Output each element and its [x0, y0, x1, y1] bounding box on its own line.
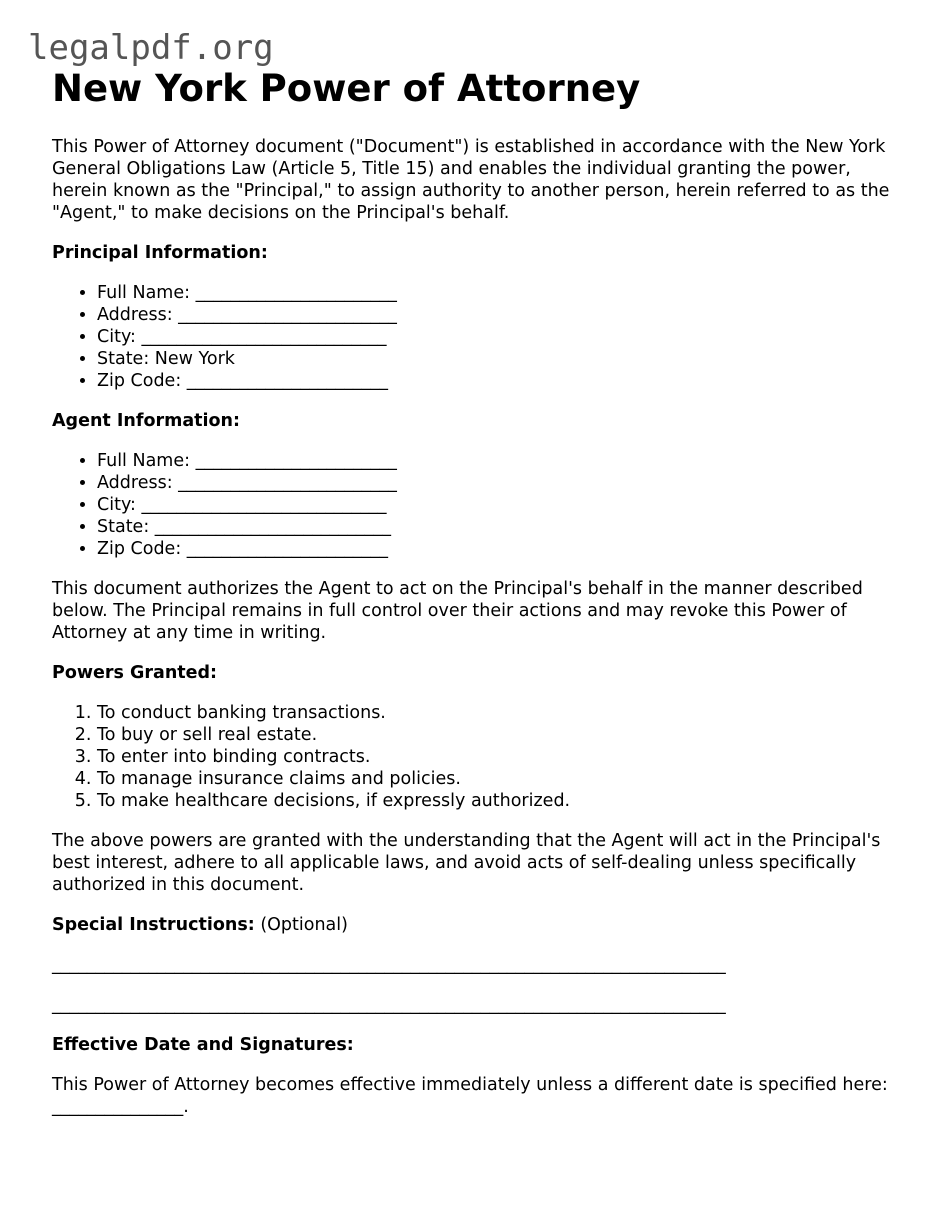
document-body — [52, 66, 892, 1136]
agent-heading-label: Agent Information: — [52, 411, 240, 431]
powers-list — [52, 702, 892, 812]
agent-zip-field: • Zip Code: _______________________ — [97, 538, 892, 560]
power-item: 4. To manage insurance claims and policies. — [97, 768, 892, 790]
effective-heading-label: Effective Date and Signatures: — [52, 1035, 354, 1055]
agent-address-field: • Address: _________________________ — [97, 472, 892, 494]
principal-heading — [52, 242, 892, 264]
agent-field-list — [52, 450, 892, 560]
powers-heading-label: Powers Granted: — [52, 663, 218, 683]
agent-full-name-field: • Full Name: _______________________ — [97, 450, 892, 472]
principal-zip-field: • Zip Code: _______________________ — [97, 370, 892, 392]
agent-city-field: • City: ____________________________ — [97, 494, 892, 516]
special-instructions-line-2: _____________________________________________________________________________ — [52, 995, 726, 1015]
principal-full-name-field: • Full Name: _______________________ — [97, 282, 892, 304]
watermark-logo: legalpdf.org — [28, 28, 274, 68]
principal-state-field: • State: New York — [97, 348, 892, 370]
powers-note-paragraph: The above powers are granted with the understanding that the Agent will act in the Principal's best interest, adhere to all applicable laws, and avoid acts of self-dealing unless specifically authorized in this document. — [52, 831, 881, 895]
principal-city-field: • City: ____________________________ — [97, 326, 892, 348]
principal-field-list — [52, 282, 892, 392]
principal-address-field: • Address: _________________________ — [97, 304, 892, 326]
power-item: 1. To conduct banking transactions. — [97, 702, 892, 724]
agent-heading — [52, 410, 892, 432]
document-title: New York Power of Attorney — [52, 67, 641, 110]
special-instructions-line-1: _____________________________________________________________________________ — [52, 955, 726, 975]
special-instructions-optional-note: (Optional) — [254, 915, 348, 935]
power-item: 2. To buy or sell real estate. — [97, 724, 892, 746]
power-item: 3. To enter into binding contracts. — [97, 746, 892, 768]
effective-heading — [52, 1034, 892, 1056]
power-item: 5. To make healthcare decisions, if expressly authorized. — [97, 790, 892, 812]
special-instructions-heading — [52, 914, 892, 936]
authorization-paragraph: This document authorizes the Agent to act on the Principal's behalf in the manner described below. The Principal remains in full control over their actions and may revoke this Power of Attorney at any time in writing. — [52, 579, 863, 643]
principal-heading-label: Principal Information: — [52, 243, 268, 263]
effective-date-paragraph: This Power of Attorney becomes effective immediately unless a different date is specified here: _______________. — [52, 1075, 888, 1117]
powers-heading — [52, 662, 892, 684]
special-instructions-label: Special Instructions: — [52, 915, 255, 935]
agent-state-field: • State: ___________________________ — [97, 516, 892, 538]
intro-paragraph: This Power of Attorney document ("Document") is established in accordance with the New York General Obligations Law (Article 5, Title 15) and enables the individual granting the power, herein known as the "Principal," to assign authority to another person, herein referred to as the "Agent," to make decisions on the Principal's behalf. — [52, 137, 890, 223]
